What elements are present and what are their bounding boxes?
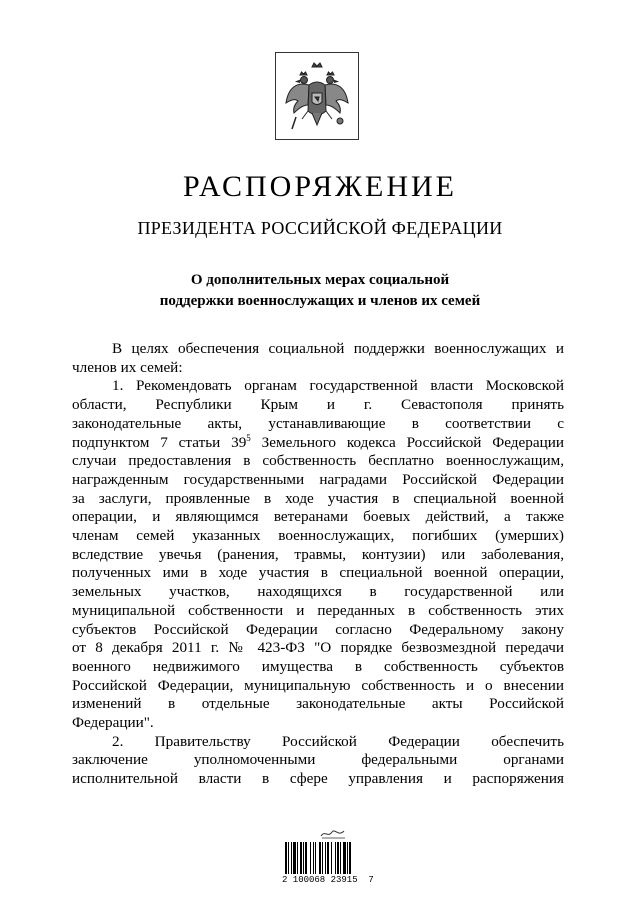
paragraph-1-line: от 8 декабря 2011 г. № 423-ФЗ "О порядке безвозмездной передачи [72, 639, 564, 657]
sup-line-suffix: Земельного кодекса Российской Федерации [250, 433, 564, 451]
barcode-bar [288, 842, 289, 874]
sup-line-prefix: подпунктом 7 статьи 39 [72, 433, 247, 451]
preamble-line: В целях обеспечения социальной поддержки военнослужащих и [112, 340, 564, 357]
barcode-bar [322, 842, 323, 874]
double-headed-eagle-icon [276, 53, 358, 139]
barcode-bar [319, 842, 321, 874]
barcode-bar [285, 842, 287, 874]
barcode-bar [293, 842, 296, 874]
issuer: ПРЕЗИДЕНТА РОССИЙСКОЙ ФЕДЕРАЦИИ [137, 218, 503, 238]
barcode-bar [303, 842, 304, 874]
barcode-bar [327, 842, 329, 874]
paragraph-1-line: области, Республики Крым и г. Севастополя принять [72, 396, 564, 414]
barcode-bar [335, 842, 336, 874]
barcode-bar [310, 842, 311, 874]
paragraph-1-line: 1. Рекомендовать органам государственной власти Московской [112, 377, 564, 395]
paragraph-1-line: изменений в отдельные законодательные акты Российской [72, 695, 564, 713]
paragraph-2-line: заключение уполномоченными федеральными органами [72, 751, 564, 769]
handwritten-mark-icon [318, 826, 348, 840]
barcode-bar [305, 842, 307, 874]
paragraph-1-line: операции, и являющимся ветеранами боевых действий, а также [72, 508, 564, 526]
barcode-bar [297, 842, 298, 874]
paragraph-1-line: земельных участков, находящихся в государственной или [72, 583, 564, 601]
barcode-bar [291, 842, 292, 874]
paragraph-1-line [72, 434, 564, 453]
paragraph-1-line: законодательные акты, устанавливающие в соответствии с [72, 414, 564, 432]
paragraph-1-line: случаи предоставления в собственность бесплатно военнослужащим, [72, 452, 564, 470]
barcode-bar [349, 842, 351, 874]
paragraph-1-line: членам семей указанных военнослужащих, погибших (умерших) [72, 527, 564, 545]
paragraph-1-line: вследствие увечья (ранения, травмы, контузии) или заболевания, [72, 545, 564, 563]
subject-line: О дополнительных мерах социальной [190, 272, 450, 288]
document-subject [0, 270, 640, 312]
preamble-line: членов их семей: [72, 358, 183, 376]
subject-line: поддержки военнослужащих и членов их семей [159, 293, 481, 309]
paragraph-1-line: военного недвижимого имущества в собственность субъектов [72, 657, 564, 675]
paragraph-1-line: муниципальной собственности и переданных в собственность этих [72, 601, 564, 619]
barcode-bar [313, 842, 314, 874]
paragraph-1-line: Федерации". [72, 714, 154, 732]
superscript: 5 [246, 432, 251, 443]
paragraph-2-line: 2. Правительству Российской Федерации обеспечить [112, 732, 564, 750]
barcode-bar [340, 842, 341, 874]
document-type: РАСПОРЯЖЕНИЕ [182, 170, 458, 203]
barcode-number: 2 100068 23915 7 [282, 875, 374, 885]
barcode-bar [337, 842, 339, 874]
barcode-bar [300, 842, 302, 874]
state-emblem [275, 52, 359, 140]
paragraph-1-line: награжденным государственными наградами Российской Федерации [72, 470, 564, 488]
paragraph-1-line: Российской Федерации, муниципальную собственность и о внесении [72, 676, 564, 694]
paragraph-1-line: субъектов Российской Федерации согласно Федеральному закону [72, 620, 564, 638]
paragraph-1-line: полученных ими в ходе участия в специальной военной операции, [72, 564, 564, 582]
paragraph-1-line: за заслуги, проявленные в ходе участия в специальной военной [72, 489, 564, 507]
paragraph-2-line: исполнительной власти в сфере управления и распоряжения [72, 770, 564, 788]
document-body [72, 340, 564, 789]
barcode-bar [315, 842, 316, 874]
barcode-bar [347, 842, 348, 874]
barcode-bar [343, 842, 346, 874]
barcode-bar [325, 842, 326, 874]
barcode-icon [285, 842, 375, 874]
barcode-bar [331, 842, 332, 874]
